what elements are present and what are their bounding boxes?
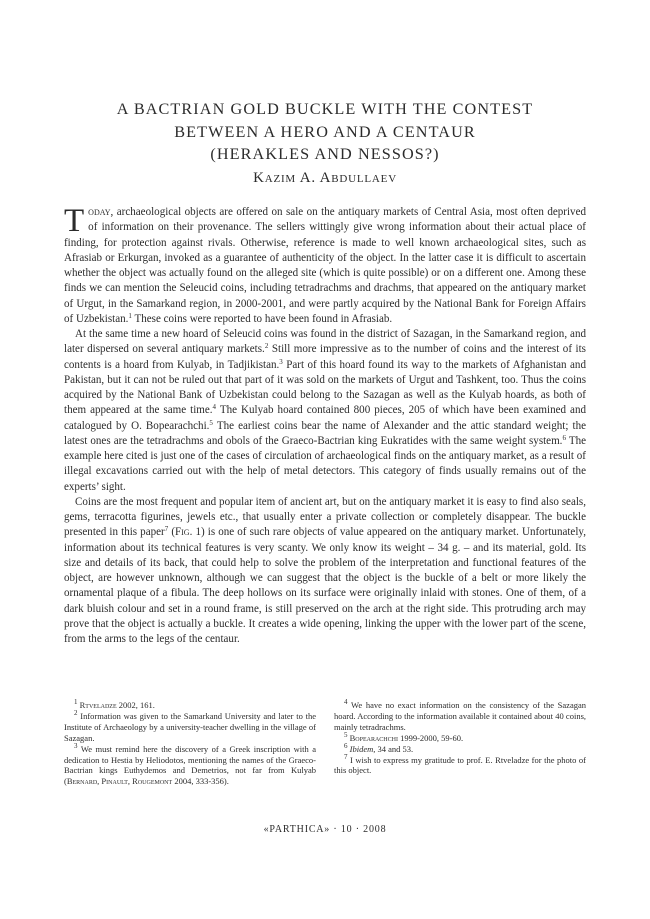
footnote-ref-2[interactable]: 2 xyxy=(264,342,269,351)
footnote-ref-3[interactable]: 3 xyxy=(279,357,283,366)
paragraph-2 xyxy=(64,327,586,495)
footnote-ref-1[interactable]: 1 xyxy=(128,311,132,320)
title-line-3: (HERAKLES AND NESSOS?) xyxy=(210,145,440,163)
footnote-1 xyxy=(64,700,316,711)
footnote-number: 1 xyxy=(74,698,78,706)
journal-footer: «PARTHICA» · 10 · 2008 xyxy=(263,824,387,835)
footnotes xyxy=(64,700,586,787)
footnote-ref-7[interactable]: 7 xyxy=(164,525,169,534)
drop-cap: T xyxy=(64,203,85,239)
paragraph-1 xyxy=(64,205,586,327)
paragraph-text: , archaeological objects are offered on sale on the antiquary markets of Central Asia, most often deprived of information on their provenance. The sellers wittingly give wrong information about their actual place of finding, for protection against rivals. Otherwise, reference is made to well known archaeological sites, such as Afrasiab or Erkurgan, invoked as a guarantee of authenticity of the object. In the latter case it is difficult to ascertain whether the object was actually found on the alleged site (which is quite possible) or on a different one. Among these finds we can mention the Seleucid coins, including tetradrachms and drachms, that appeared on the antiquary market of Urgut, in the Samarkand region, in 2000-2001, and were partly acquired by the National Bank for Foreign Affairs of Uzbekistan. xyxy=(64,206,586,325)
paragraph-text: . 1) is one of such rare objects of value appeared on the antiquary market. Unfortunately, information about its technical features is very scanty. We only know its weight – 34 g. – and its material, gold. Its size and details of its back, that could help to solve the problem of the interpretation and functional features of the object, are however unknown, although we can suggest that the object is the buckle of a belt or more likely the ornamental plaque of a fibula. The deep hollows on its surface were originally inlaid with stones. One of them, of a dark bluish colour and set in a round frame, is still preserved on the arch at the right side. This protruding arch may prove that the object is actually a buckle. It creates a wide opening, linking the upper with the lower part of the scene, from the arms to the legs of the centaur. xyxy=(64,526,586,645)
footnote-text: 2002, 161. xyxy=(116,700,155,710)
footnote-ref-5[interactable]: 5 xyxy=(209,418,213,427)
footnote-6 xyxy=(334,741,586,755)
author-name: Kazim A. Abdullaev xyxy=(253,170,397,186)
title-line-1: A BACTRIAN GOLD BUCKLE WITH THE CONTEST xyxy=(116,100,534,118)
footnote-number: 5 xyxy=(344,730,348,739)
footnote-number: 3 xyxy=(74,741,78,750)
citation-author: Rtveladze xyxy=(79,700,117,710)
paragraph-text: The example here cited is just one of the cases of circulation of archaeological finds on the antiquary market, as a result of illegal excavations carried out with the help of metal detectors. This category of finds usually remains out of the experts’ sight. xyxy=(64,434,586,493)
footnote-ref-6[interactable]: 6 xyxy=(562,433,566,442)
footnote-text: 1999-2000, 59-60. xyxy=(397,732,464,743)
title-line-2: BETWEEN A HERO AND A CENTAUR xyxy=(174,122,476,141)
paragraph-text: The Kulyab hoard contained 800 pieces, 205 of which have been examined and catalogued by O. Bopearachchi. xyxy=(64,404,586,432)
paragraph-text: Coins are the most frequent and popular item of ancient art, but on the antiquary market it is easy to find also seals, gems, terracotta figurines, jewels etc., that usually enter a private collection or completely disappear. The buckle presented in this paper xyxy=(64,495,586,539)
citation-author: Bopearachchi xyxy=(349,732,398,743)
figure-ref[interactable]: Fig xyxy=(175,526,190,539)
citation-author: Bernard, Pinault, Rougemont xyxy=(66,776,173,787)
footnote-4 xyxy=(334,700,586,733)
article-title xyxy=(60,98,590,166)
footnote-ref-4[interactable]: 4 xyxy=(212,403,217,412)
footnote-number: 2 xyxy=(74,708,78,717)
lead-word: oday xyxy=(88,206,111,218)
footnote-number: 4 xyxy=(344,698,348,706)
footnote-5 xyxy=(334,730,586,744)
footnote-text: Information was given to the Samarkand University and later to the Institute of Archaeology by a university-teacher dwelling in the village of Sazagan. xyxy=(64,710,316,743)
paragraph-text: Still more impressive as to the number of coins and the interest of its contents is a hoard from Kulyab, in Tadjikistan. xyxy=(64,343,586,371)
footnote-2 xyxy=(64,708,316,744)
footnote-text: , 34 and 53. xyxy=(373,743,414,754)
paragraph-text: At the same time a new hoard of Seleucid coins was found in the district of Sazagan, in the Samarkand region, and later dispersed on several antiquary markets. xyxy=(64,328,586,356)
footnote-text: 2004, 333-356). xyxy=(172,776,229,787)
paragraph-text: These coins were reported to have been found in Afrasiab. xyxy=(131,312,393,325)
article-body xyxy=(64,205,586,647)
footnote-number: 6 xyxy=(344,741,348,750)
footnote-text: We have no exact information on the consistency of the Sazagan hoard. According to the information available it contained about 40 coins, mainly tetradrachms. xyxy=(334,700,586,732)
footnotes-right-column xyxy=(334,700,586,787)
footnotes-left-column xyxy=(64,700,316,787)
footnote-text: We must remind here the discovery of a Greek inscription with a dedication to Hestia by Heliodotos, mentioning the names of the Graeco-Bactrian kings Euthydemos and Demetrios, not far from Kulyab ( xyxy=(64,743,316,787)
paragraph-text: The earliest coins bear the name of Alexander and the attic standard weight; the latest ones are the tetradrachms and obols of the Graeco-Bactrian king Eukratides with the same weight system. xyxy=(64,419,587,447)
footnote-7 xyxy=(334,752,587,777)
paragraph-text: Part of this hoard found its way to the markets of Afghanistan and Pakistan, but it can not be ruled out that part of it was sold on the markets of Urgut and Tashkent, too. Thus the coins acquired by the National Bank of Uzbekistan could belong to the Sazagan as well as the Kulyab hoards, as both of them appeared at the same time. xyxy=(64,358,586,417)
footnote-text: I wish to express my gratitude to prof. E. Rtveladze for the photo of this object. xyxy=(334,754,587,776)
paragraph-3 xyxy=(64,495,586,648)
footnote-number: 7 xyxy=(344,752,348,761)
footnote-3 xyxy=(64,741,316,788)
citation-italic: Ibidem xyxy=(349,743,374,754)
paragraph-text: ( xyxy=(168,526,175,539)
